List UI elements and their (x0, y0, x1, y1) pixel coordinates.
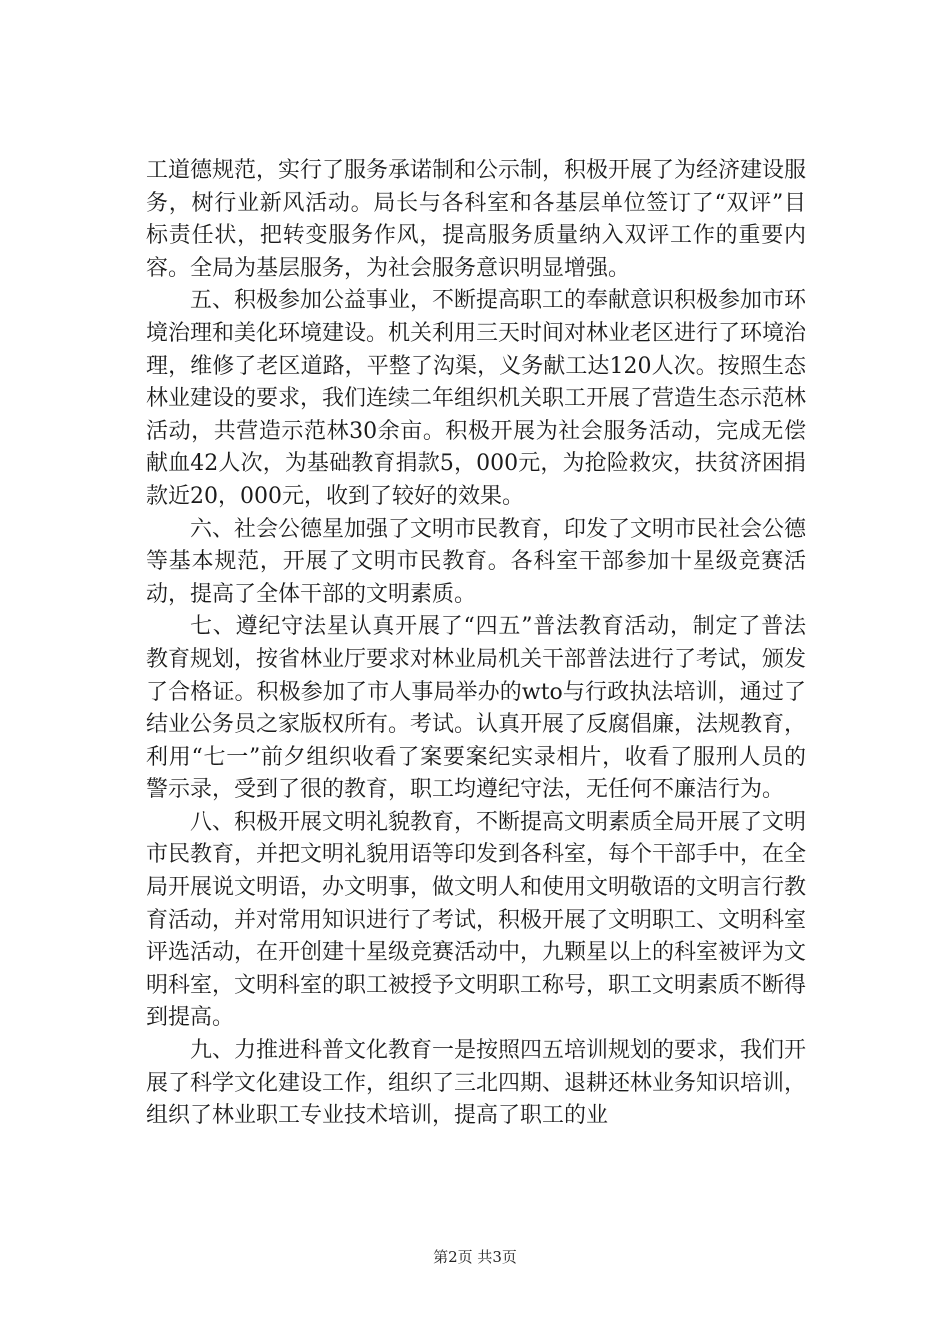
paragraph-six: 六、社会公德星加强了文明市民教育，印发了文明市民社会公德等基本规范，开展了文明市民教育。各科室干部参加十星级竞赛活动，提高了全体干部的文明素质。 (146, 516, 807, 607)
paragraph-continuation: 工道德规范，实行了服务承诺制和公示制，积极开展了为经济建设服务，树行业新风活动。局长与各科室和各基层单位签订了“双评”目标责任状，把转变服务作风，提高服务质量纳入双评工作的重要内容。全局为基层服务，为社会服务意识明显增强。 (146, 158, 807, 281)
paragraph-nine: 九、力推进科普文化教育一是按照四五培训规划的要求，我们开展了科学文化建设工作，组织了三北四期、退耕还林业务知识培训，组织了林业职工专业技术培训，提高了职工的业 (146, 1038, 807, 1129)
document-body (146, 155, 806, 1133)
paragraph-seven: 七、遵纪守法星认真开展了“四五”普法教育活动，制定了普法教育规划，按省林业厅要求对林业局机关干部普法进行了考试，颁发了合格证。积极参加了市人事局举办的wto与行政执法培训，通过了结业公务员之家版权所有。考试。认真开展了反腐倡廉，法规教育，利用“七一”前夕组织收看了案要案纪实录相片，收看了服刑人员的警示录，受到了很的教育，职工均遵纪守法，无任何不廉洁行为。 (146, 614, 807, 803)
page-footer: 第2页 共3页 (433, 1248, 517, 1266)
paragraph-eight: 八、积极开展文明礼貌教育，不断提高文明素质全局开展了文明市民教育，并把文明礼貌用语等印发到各科室，每个干部手中，在全局开展说文明语，办文明事，做文明人和使用文明敬语的文明言行教育活动，并对常用知识进行了考试，积极开展了文明职工、文明科室评选活动，在开创建十星级竞赛活动中，九颗星以上的科室被评为文明科室，文明科室的职工被授予文明职工称号，职工文明素质不断得到提高。 (146, 809, 807, 1031)
paragraph-five: 五、积极参加公益事业，不断提高职工的奉献意识积极参加市环境治理和美化环境建设。机关利用三天时间对林业老区进行了环境治理，维修了老区道路，平整了沟渠，义务献工达120人次。按照生态林业建设的要求，我们连续二年组织机关职工开展了营造生态示范林活动，共营造示范林30余亩。积极开展为社会服务活动，完成无偿献血42人次，为基础教育捐款5，000元，为抢险救灾，扶贫济困捐款近20，000元，收到了较好的效果。 (146, 288, 807, 509)
